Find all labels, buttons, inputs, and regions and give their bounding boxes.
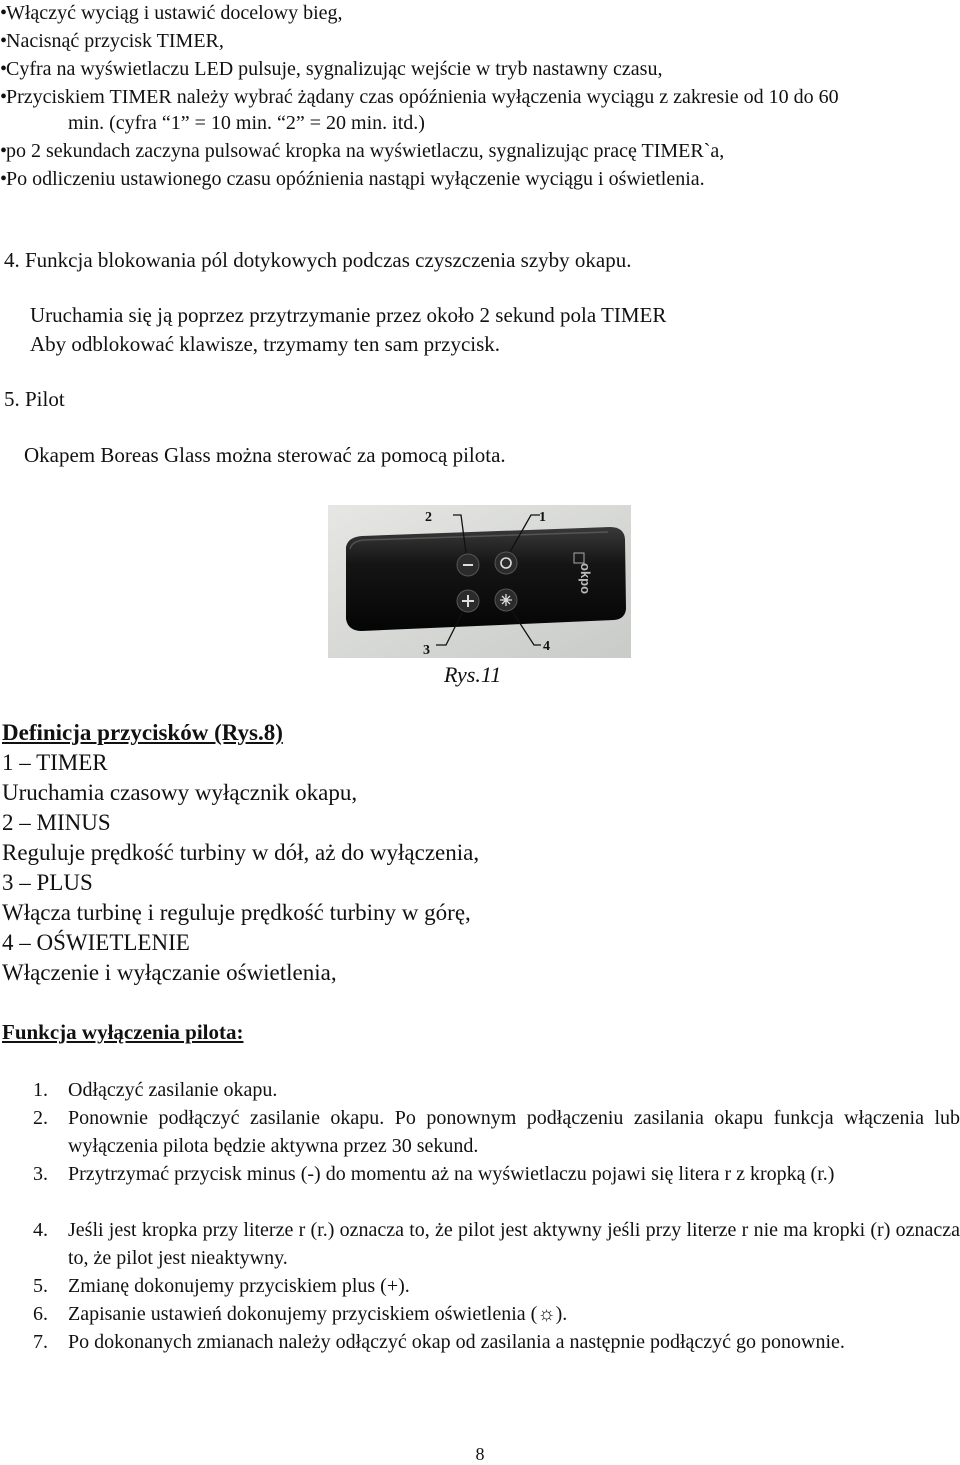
- step-number: 2.: [33, 1107, 48, 1129]
- step-number: 7.: [33, 1331, 48, 1353]
- bullet-dot: •: [0, 30, 8, 52]
- section-5-text: Okapem Boreas Glass można sterować za pomocą pilota.: [24, 443, 506, 467]
- bullet-dot: •: [0, 86, 8, 108]
- bullet-dot: •: [0, 58, 8, 80]
- bullet-2: [0, 28, 224, 54]
- brand-text: okpo: [578, 563, 593, 595]
- definition-line: 3 – PLUS: [2, 870, 93, 895]
- bullet-dot: •: [0, 168, 8, 190]
- definition-line: 1 – TIMER: [2, 750, 108, 775]
- definition-line: Włącza turbinę i reguluje prędkość turbiny w górę,: [2, 900, 471, 925]
- step-text: Zapisanie ustawień dokonujemy przyciskiem oświetlenia (☼).: [68, 1303, 568, 1325]
- step-text: Po dokonanych zmianach należy odłączyć okap od zasilania a następnie podłączyć go ponownie.: [68, 1331, 845, 1353]
- step-text: Zmianę dokonujemy przyciskiem plus (+).: [68, 1275, 410, 1297]
- section-4-line-1: Uruchamia się ją poprzez przytrzymanie przez około 2 sekund pola TIMER: [30, 303, 667, 327]
- bullet-4: [0, 84, 839, 110]
- step-6: [0, 1300, 960, 1328]
- remote-illustration: [328, 505, 631, 658]
- section-4-line-2: Aby odblokować klawisze, trzymamy ten sam przycisk.: [30, 332, 501, 356]
- bullet-text: po 2 sekundach zaczyna pulsować kropka na wyświetlaczu, sygnalizując pracę TIMER`a,: [6, 140, 725, 162]
- step-text: Ponownie podłączyć zasilanie okapu. Po ponownym podłączeniu zasilania okapu funkcja włączenia lub wyłączenia pilota będzie aktywna przez 30 sekund.: [68, 1107, 960, 1157]
- bullet-text: Nacisnąć przycisk TIMER,: [6, 30, 224, 52]
- step-4: [0, 1216, 960, 1272]
- step-number: 6.: [33, 1303, 48, 1325]
- step-5: [0, 1272, 960, 1300]
- remote-function-title: Funkcja wyłączenia pilota:: [2, 1020, 244, 1044]
- step-3: [0, 1160, 960, 1216]
- section-4-heading: 4. Funkcja blokowania pól dotykowych podczas czyszczenia szyby okapu.: [4, 248, 632, 272]
- definition-line: Reguluje prędkość turbiny w dół, aż do wyłączenia,: [2, 840, 480, 865]
- bullet-text: Po odliczeniu ustawionego czasu opóźnienia nastąpi wyłączenie wyciągu i oświetlenia.: [6, 168, 705, 190]
- callout-2: 2: [425, 510, 432, 525]
- section-5-heading: 5. Pilot: [4, 387, 65, 411]
- remote-photo: [328, 505, 631, 658]
- bullet-text: Cyfra na wyświetlaczu LED pulsuje, sygnalizując wejście w tryb nastawny czasu,: [6, 58, 663, 80]
- step-7: [0, 1328, 960, 1384]
- callout-3: 3: [423, 643, 430, 658]
- callout-1: 1: [539, 510, 546, 525]
- timer-button-shape: [495, 552, 517, 574]
- definition-line: 2 – MINUS: [2, 810, 111, 835]
- definition-line: 4 – OŚWIETLENIE: [2, 930, 190, 955]
- bullet-dot: •: [0, 2, 8, 24]
- step-1: [0, 1076, 960, 1104]
- bullet-5: [0, 138, 724, 164]
- page-number: 8: [475, 1444, 485, 1464]
- okpo-logo: [578, 563, 593, 594]
- bullet-text: Przyciskiem TIMER należy wybrać żądany czas opóźnienia wyłączenia wyciągu z zakresie od 10 do 60: [6, 86, 839, 108]
- step-number: 4.: [33, 1219, 48, 1241]
- bullet-4-continuation: min. (cyfra “1” = 10 min. “2” = 20 min. itd.): [68, 112, 425, 134]
- bullet-6: [0, 166, 705, 192]
- bullet-dot: •: [0, 140, 8, 162]
- figure-caption: Rys.11: [444, 662, 502, 687]
- bullet-text: Włączyć wyciąg i ustawić docelowy bieg,: [6, 2, 343, 24]
- callout-4: 4: [543, 639, 550, 654]
- step-2: [0, 1104, 960, 1160]
- step-text: Przytrzymać przycisk minus (-) do momentu aż na wyświetlaczu pojawi się litera r z kropką (r.): [68, 1163, 835, 1185]
- step-text: Odłączyć zasilanie okapu.: [68, 1079, 278, 1101]
- definitions-title: Definicja przycisków (Rys.8): [2, 720, 283, 745]
- bullet-1: [0, 0, 343, 26]
- step-number: 5.: [33, 1275, 48, 1297]
- step-number: 1.: [33, 1079, 48, 1101]
- definition-line: Włączenie i wyłączanie oświetlenia,: [2, 960, 337, 985]
- definition-line: Uruchamia czasowy wyłącznik okapu,: [2, 780, 358, 805]
- bullet-3: [0, 56, 662, 82]
- step-text: Jeśli jest kropka przy literze r (r.) oznacza to, że pilot jest aktywny jeśli przy literze r nie ma kropki (r) oznacza to, że pilot jest nieaktywny.: [68, 1219, 960, 1269]
- step-number: 3.: [33, 1163, 48, 1185]
